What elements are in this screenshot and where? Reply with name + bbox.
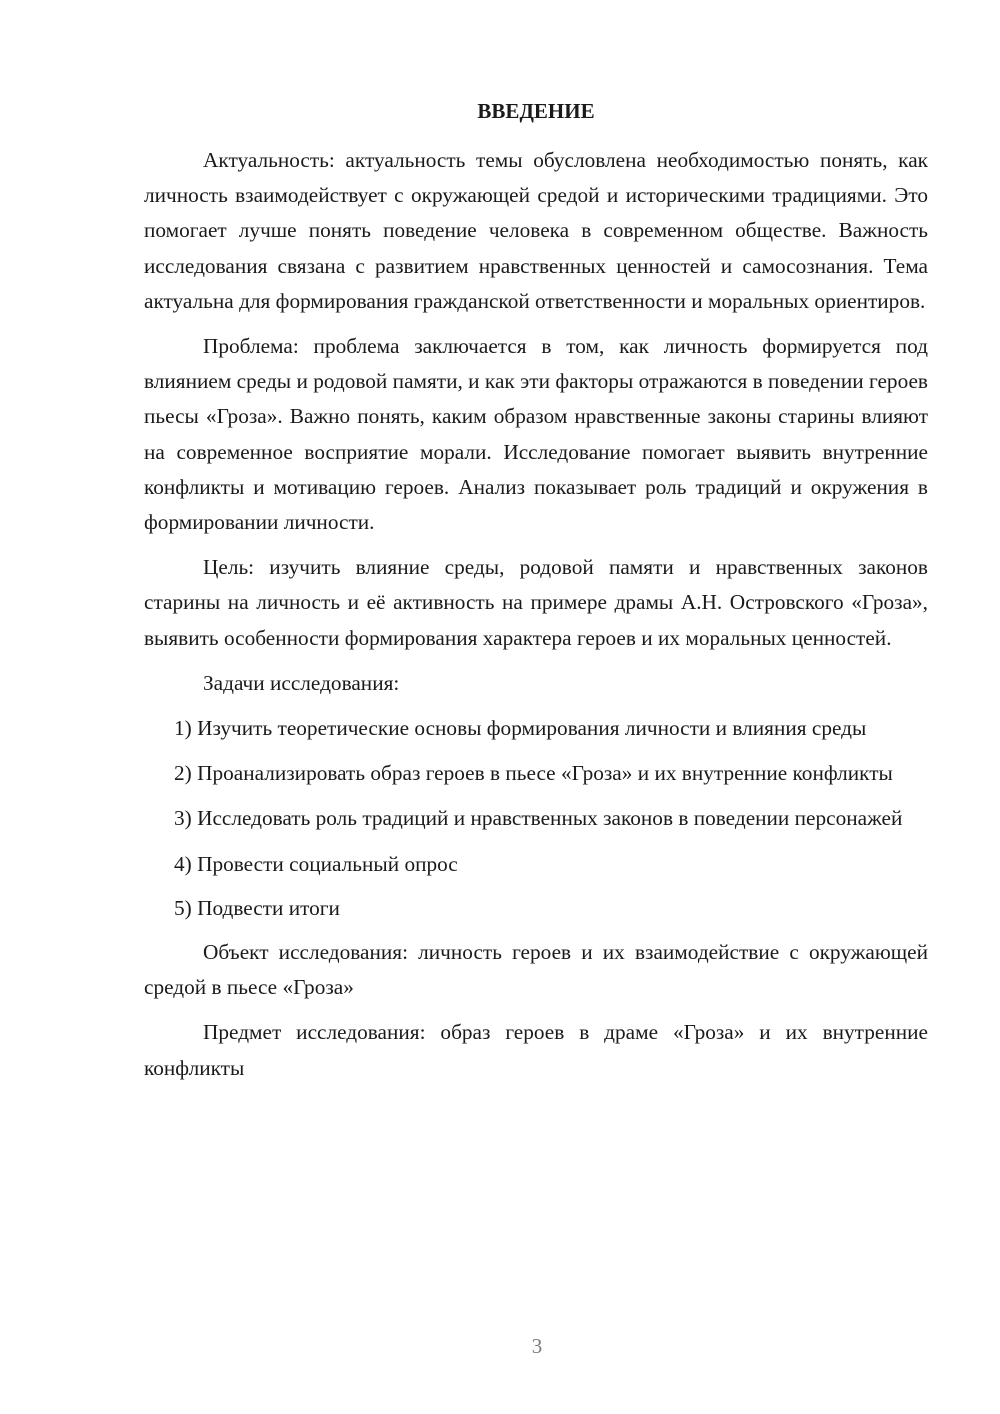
paragraph-relevance: Актуальность: актуальность темы обусловлена необходимостью понять, как личность взаимодействует с окружающей средой и историческими традициями. Это помогает лучше понять поведение человека в современном обществе. Важность исследования связана с развитием нравственных ценностей и самосознания. Тема актуальна для формирования гражданской ответственности и моральных ориентиров. [144,148,928,313]
tasks-heading: Задачи исследования: [203,670,400,695]
task-item-5: 5) Подвести итоги [174,895,340,920]
paragraph-goal: Цель: изучить влияние среды, родовой памяти и нравственных законов старины на личность и её активность на примере драмы А.Н. Островского «Гроза», выявить особенности формирования характера героев и их моральных ценностей. [144,555,928,650]
task-item-4: 4) Провести социальный опрос [174,851,458,876]
page-title: ВВЕДЕНИЕ [477,99,595,123]
paragraph-problem: Проблема: проблема заключается в том, как личность формируется под влиянием среды и родовой памяти, и как эти факторы отражаются в поведении героев пьесы «Гроза». Важно понять, каким образом нравственные законы старины влияют на современное восприятие морали. Исследование помогает выявить внутренние конфликты и мотивацию героев. Анализ показывает роль традиций и окружения в формировании личности. [144,334,928,535]
task-item-3: 3) Исследовать роль традиций и нравственных законов в поведении персонажей [174,806,903,831]
document-page [144,95,928,1096]
paragraph-subject: Предмет исследования: образ героев в драме «Гроза» и их внутренние конфликты [144,1020,928,1080]
task-item-2: 2) Проанализировать образ героев в пьесе «Гроза» и их внутренние конфликты [174,761,893,786]
task-item-1: 1) Изучить теоретические основы формирования личности и влияния среды [174,716,867,741]
paragraph-object: Объект исследования: личность героев и их взаимодействие с окружающей средой в пьесе «Гроза» [144,940,928,1000]
page-number: 3 [531,1334,543,1358]
